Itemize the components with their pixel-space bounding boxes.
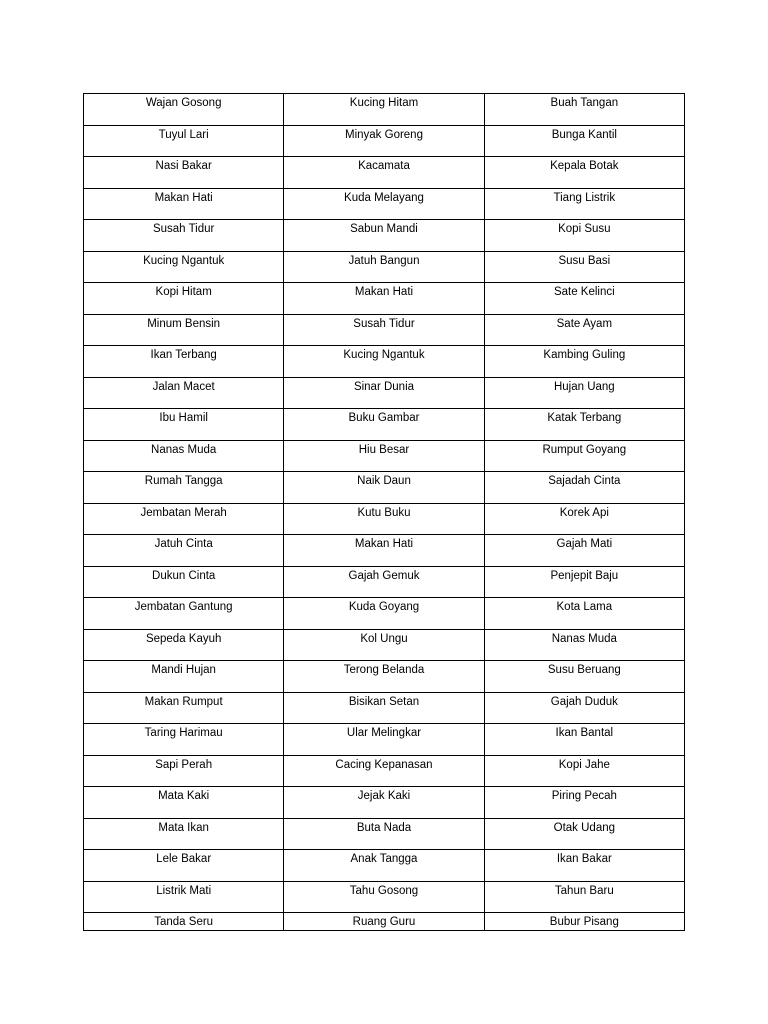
table-cell <box>84 566 284 598</box>
table-row <box>84 566 685 598</box>
cell-text: Katak Terbang <box>547 412 622 424</box>
table-row <box>84 157 685 189</box>
table-cell <box>284 251 484 283</box>
table-cell <box>484 535 684 567</box>
table-cell <box>484 283 684 315</box>
table-row <box>84 850 685 882</box>
table-cell <box>484 157 684 189</box>
cell-text: Penjepit Baju <box>550 569 619 582</box>
table-row <box>84 503 685 535</box>
cell-text: Bubur Pisang <box>549 916 619 928</box>
table-row <box>84 818 685 850</box>
cell-text: Tiang Listrik <box>553 191 616 204</box>
cell-text: Korek Api <box>559 506 609 519</box>
table-row <box>84 724 685 756</box>
cell-text: Gajah Gemuk <box>348 569 420 582</box>
cell-text: Piring Pecah <box>551 790 617 802</box>
table-cell <box>84 472 284 504</box>
table-cell <box>84 724 284 756</box>
table-row <box>84 787 685 819</box>
table-cell <box>284 755 484 787</box>
cell-text: Ular Melingkar <box>346 727 422 739</box>
cell-text: Kuda Goyang <box>348 601 420 613</box>
table-cell <box>484 188 684 220</box>
table-cell <box>484 377 684 409</box>
table-cell <box>284 188 484 220</box>
cell-text: Gajah Duduk <box>550 695 618 708</box>
table-cell <box>84 692 284 724</box>
cell-text: Rumput Goyang <box>542 443 627 456</box>
cell-text: Sajadah Cinta <box>548 475 621 487</box>
cell-text: Makan Hati <box>354 538 414 550</box>
table-cell <box>284 314 484 346</box>
table-cell <box>84 913 284 931</box>
table-cell <box>84 661 284 693</box>
cell-text: Ibu Hamil <box>159 412 208 424</box>
table-cell <box>484 629 684 661</box>
table-cell <box>84 94 284 126</box>
table-cell <box>284 377 484 409</box>
cell-text: Makan Rumput <box>144 695 223 708</box>
cell-text: Ikan Terbang <box>150 349 217 361</box>
cell-text: Susah Tidur <box>152 223 215 235</box>
cell-text: Lele Bakar <box>156 853 212 865</box>
cell-text: Hujan Uang <box>553 380 615 393</box>
cell-text: Bunga Kantil <box>551 128 617 141</box>
table-row <box>84 535 685 567</box>
table-row <box>84 692 685 724</box>
table-row <box>84 913 685 931</box>
table-cell <box>484 503 684 535</box>
table-row <box>84 881 685 913</box>
cell-text: Minum Bensin <box>147 317 221 330</box>
table-cell <box>484 251 684 283</box>
table-cell <box>284 125 484 157</box>
cell-text: Sate Kelinci <box>553 286 615 298</box>
cell-text: Cacing Kepanasan <box>335 758 433 771</box>
cell-text: Kopi Hitam <box>155 286 212 298</box>
table-cell <box>84 157 284 189</box>
table-cell <box>84 220 284 252</box>
cell-text: Tahun Baru <box>554 884 614 897</box>
table-cell <box>84 125 284 157</box>
cell-text: Terong Belanda <box>343 664 425 676</box>
cell-text: Sabun Mandi <box>350 223 418 235</box>
table-cell <box>484 94 684 126</box>
cell-text: Listrik Mati <box>156 884 212 897</box>
table-cell <box>284 94 484 126</box>
cell-text: Tanda Seru <box>154 916 214 928</box>
table-cell <box>484 472 684 504</box>
table-row <box>84 283 685 315</box>
table-cell <box>484 440 684 472</box>
cell-text: Buta Nada <box>356 821 412 834</box>
table-cell <box>284 566 484 598</box>
table-cell <box>484 724 684 756</box>
word-table <box>83 93 685 931</box>
cell-text: Otak Udang <box>553 821 616 834</box>
cell-text: Mata Kaki <box>158 790 210 802</box>
cell-text: Sapi Perah <box>155 758 213 771</box>
cell-text: Kuda Melayang <box>344 191 424 204</box>
cell-text: Buku Gambar <box>348 412 420 424</box>
cell-text: Nanas Muda <box>151 443 217 456</box>
table-cell <box>284 661 484 693</box>
cell-text: Kota Lama <box>556 601 613 613</box>
cell-text: Susu Beruang <box>547 664 621 676</box>
cell-text: Jatuh Bangun <box>348 254 420 267</box>
cell-text: Buah Tangan <box>550 97 619 109</box>
table-cell <box>84 881 284 913</box>
cell-text: Susu Basi <box>558 254 611 267</box>
table-cell <box>284 598 484 630</box>
cell-text: Mata Ikan <box>158 821 209 834</box>
cell-text: Nanas Muda <box>551 632 617 645</box>
table-cell <box>484 661 684 693</box>
table-cell <box>84 503 284 535</box>
cell-text: Jejak Kaki <box>357 790 411 802</box>
cell-text: Kambing Guling <box>543 349 626 361</box>
table-cell <box>84 188 284 220</box>
cell-text: Rumah Tangga <box>144 475 223 487</box>
cell-text: Jembatan Gantung <box>134 601 233 613</box>
cell-text: Nasi Bakar <box>155 160 212 172</box>
table-cell <box>284 409 484 441</box>
table-row <box>84 440 685 472</box>
cell-text: Kucing Ngantuk <box>343 349 425 361</box>
table-cell <box>484 850 684 882</box>
cell-text: Naik Daun <box>357 475 411 487</box>
table-cell <box>284 283 484 315</box>
table-cell <box>84 818 284 850</box>
table-cell <box>484 220 684 252</box>
cell-text: Jatuh Cinta <box>154 538 213 550</box>
cell-text: Wajan Gosong <box>145 97 222 109</box>
cell-text: Makan Hati <box>154 191 213 204</box>
table-cell <box>284 157 484 189</box>
cell-text: Tahu Gosong <box>349 884 419 897</box>
table-row <box>84 314 685 346</box>
cell-text: Hiu Besar <box>358 443 410 456</box>
table-cell <box>484 409 684 441</box>
table-cell <box>84 440 284 472</box>
cell-text: Anak Tangga <box>350 853 418 865</box>
table-row <box>84 472 685 504</box>
table-cell <box>84 629 284 661</box>
cell-text: Kacamata <box>358 160 410 172</box>
cell-text: Tuyul Lari <box>158 128 209 141</box>
cell-text: Makan Hati <box>354 286 414 298</box>
table-cell <box>284 787 484 819</box>
table-cell <box>284 850 484 882</box>
table-cell <box>484 787 684 819</box>
table-cell <box>284 692 484 724</box>
table-cell <box>484 346 684 378</box>
table-cell <box>284 346 484 378</box>
cell-text: Taring Harimau <box>144 727 223 739</box>
table-cell <box>484 881 684 913</box>
cell-text: Gajah Mati <box>556 538 613 550</box>
table-cell <box>284 472 484 504</box>
table-row <box>84 598 685 630</box>
cell-text: Kutu Buku <box>357 506 411 519</box>
cell-text: Kopi Jahe <box>558 758 610 771</box>
table-cell <box>84 755 284 787</box>
table-cell <box>84 409 284 441</box>
table-row <box>84 251 685 283</box>
table-cell <box>484 566 684 598</box>
cell-text: Kopi Susu <box>558 223 611 235</box>
table-row <box>84 629 685 661</box>
table-cell <box>484 125 684 157</box>
table-row <box>84 346 685 378</box>
cell-text: Ruang Guru <box>352 916 416 928</box>
table-row <box>84 188 685 220</box>
cell-text: Sinar Dunia <box>353 380 415 393</box>
cell-text: Minyak Goreng <box>345 128 423 141</box>
cell-text: Sepeda Kayuh <box>145 632 222 645</box>
table-cell <box>84 787 284 819</box>
cell-text: Jembatan Merah <box>140 506 227 519</box>
cell-text: Ikan Bantal <box>555 727 614 739</box>
table-cell <box>484 818 684 850</box>
cell-text: Jalan Macet <box>152 380 215 393</box>
table-cell <box>484 314 684 346</box>
table-row <box>84 661 685 693</box>
table-cell <box>484 692 684 724</box>
table-cell <box>84 346 284 378</box>
table-row <box>84 220 685 252</box>
table-cell <box>284 440 484 472</box>
table-cell <box>84 535 284 567</box>
cell-text: Kucing Hitam <box>349 97 419 109</box>
table-cell <box>84 598 284 630</box>
table-row <box>84 409 685 441</box>
table-cell <box>84 850 284 882</box>
table-cell <box>484 755 684 787</box>
table-cell <box>84 251 284 283</box>
cell-text: Bisikan Setan <box>348 695 420 708</box>
table-cell <box>84 377 284 409</box>
table-row <box>84 125 685 157</box>
cell-text: Ikan Bakar <box>556 853 612 865</box>
cell-text: Kepala Botak <box>550 160 619 172</box>
table-cell <box>284 913 484 931</box>
table-cell <box>84 283 284 315</box>
table-cell <box>284 629 484 661</box>
table-cell <box>284 818 484 850</box>
table-cell <box>284 881 484 913</box>
cell-text: Susah Tidur <box>353 317 415 330</box>
cell-text: Sate Ayam <box>556 317 613 330</box>
table-cell <box>284 503 484 535</box>
table-row <box>84 755 685 787</box>
cell-text: Kucing Ngantuk <box>143 254 225 267</box>
word-table-body <box>84 94 685 931</box>
cell-text: Dukun Cinta <box>152 569 216 582</box>
table-row <box>84 377 685 409</box>
table-cell <box>284 220 484 252</box>
table-row <box>84 94 685 126</box>
cell-text: Mandi Hujan <box>151 664 216 676</box>
table-cell <box>284 535 484 567</box>
table-cell <box>484 913 684 931</box>
table-cell <box>284 724 484 756</box>
table-cell <box>84 314 284 346</box>
cell-text: Kol Ungu <box>360 632 408 645</box>
table-cell <box>484 598 684 630</box>
